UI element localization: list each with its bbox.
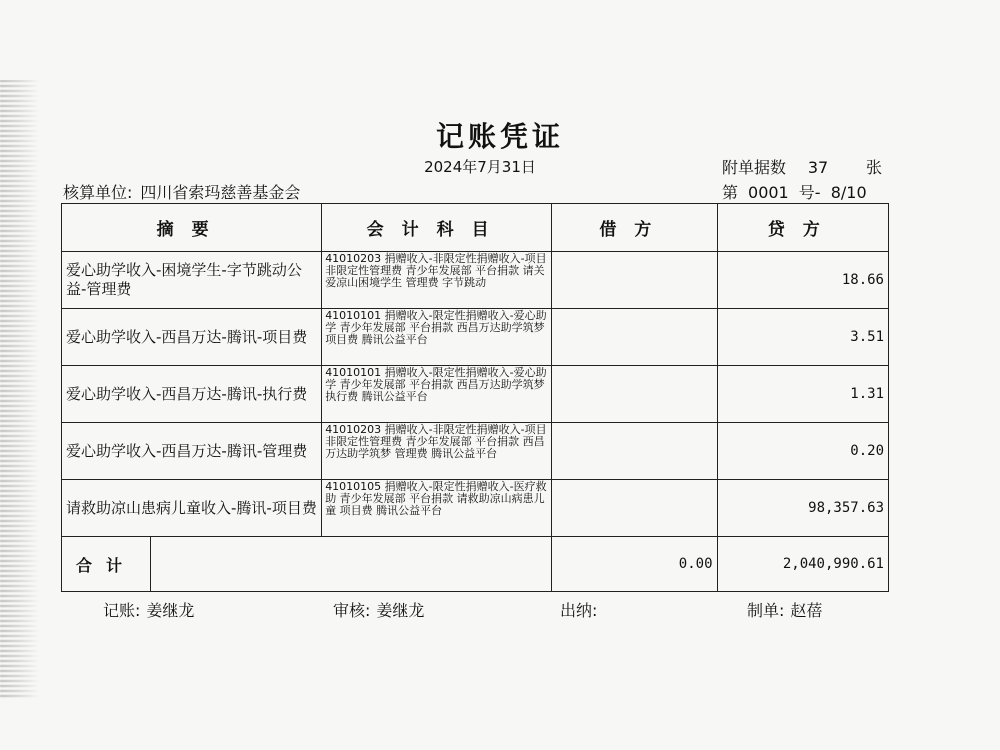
row-account: 41010101 捐赠收入-限定性捐赠收入-爱心助学 青少年发展部 平台捐款 西昌万达助学筑梦 项目费 腾讯公益平台 (322, 309, 552, 366)
row-summary: 请救助凉山患病儿童收入-腾讯-项目费 (62, 480, 322, 537)
voucher-page: 8/10 (830, 183, 867, 202)
attachment-count (722, 155, 882, 178)
row-debit (552, 423, 717, 480)
header-debit: 借方 (552, 204, 717, 252)
voucher-title: 记账凭证 (435, 120, 564, 153)
table-row (62, 309, 889, 366)
cashier-label: 出纳: (560, 601, 598, 620)
header-credit: 贷方 (717, 204, 888, 252)
row-credit: 1.31 (717, 366, 888, 423)
reviewer-name: 姜继龙 (376, 601, 425, 620)
row-debit (552, 252, 717, 309)
accounting-unit (63, 180, 300, 203)
row-debit (552, 366, 717, 423)
total-label-cell (62, 537, 552, 592)
total-row (62, 537, 889, 592)
row-account: 41010203 捐赠收入-非限定性捐赠收入-项目非限定性管理费 青少年发展部 平台捐款 请关爱凉山困境学生 管理费 字节跳动 (322, 252, 552, 309)
row-summary: 爱心助学收入-西昌万达-腾讯-项目费 (62, 309, 322, 366)
reviewer-label: 审核: (333, 601, 371, 620)
preparer-name: 赵蓓 (790, 601, 823, 620)
attachment-number: 37 (807, 158, 829, 177)
row-debit (552, 309, 717, 366)
row-credit: 98,357.63 (717, 480, 888, 537)
row-account: 41010101 捐赠收入-限定性捐赠收入-爱心助学 青少年发展部 平台捐款 西昌万达助学筑梦 执行费 腾讯公益平台 (322, 366, 552, 423)
voucher-date: 2024年7月31日 (424, 158, 536, 176)
unit-name: 四川省索玛慈善基金会 (140, 183, 301, 202)
row-credit: 3.51 (717, 309, 888, 366)
voucher-number (722, 180, 867, 203)
bookkeeper (103, 598, 194, 621)
voucher-suffix: 号- (798, 183, 821, 202)
attachment-unit: 张 (866, 158, 883, 177)
preparer-label: 制单: (747, 601, 785, 620)
table-row (62, 366, 889, 423)
voucher-no: 0001 (748, 183, 789, 202)
table-header-row (62, 204, 889, 252)
cashier (560, 598, 603, 621)
table-row (62, 480, 889, 537)
row-debit (552, 480, 717, 537)
unit-label: 核算单位: (63, 183, 133, 202)
bookkeeper-name: 姜继龙 (146, 601, 195, 620)
row-account: 41010203 捐赠收入-非限定性捐赠收入-项目非限定性管理费 青少年发展部 平台捐款 西昌万达助学筑梦 管理费 腾讯公益平台 (322, 423, 552, 480)
row-account: 41010105 捐赠收入-限定性捐赠收入-医疗救助 青少年发展部 平台捐款 请救助凉山病患儿童 项目费 腾讯公益平台 (322, 480, 552, 537)
bookkeeper-label: 记账: (103, 601, 141, 620)
voucher-prefix: 第 (722, 183, 739, 202)
row-credit: 0.20 (717, 423, 888, 480)
row-summary: 爱心助学收入-西昌万达-腾讯-管理费 (62, 423, 322, 480)
total-debit: 0.00 (552, 537, 717, 592)
header-account: 会计科目 (322, 204, 552, 252)
total-blank (151, 537, 551, 591)
table-row (62, 423, 889, 480)
total-credit: 2,040,990.61 (717, 537, 888, 592)
reviewer (333, 598, 424, 621)
total-label: 合计 (62, 537, 151, 591)
row-credit: 18.66 (717, 252, 888, 309)
header-summary: 摘要 (62, 204, 322, 252)
preparer (747, 598, 822, 621)
row-summary: 爱心助学收入-困境学生-字节跳动公益-管理费 (62, 252, 322, 309)
table-row (62, 252, 889, 309)
voucher-table (61, 203, 889, 592)
attachment-label: 附单据数 (722, 158, 787, 177)
row-summary: 爱心助学收入-西昌万达-腾讯-执行费 (62, 366, 322, 423)
